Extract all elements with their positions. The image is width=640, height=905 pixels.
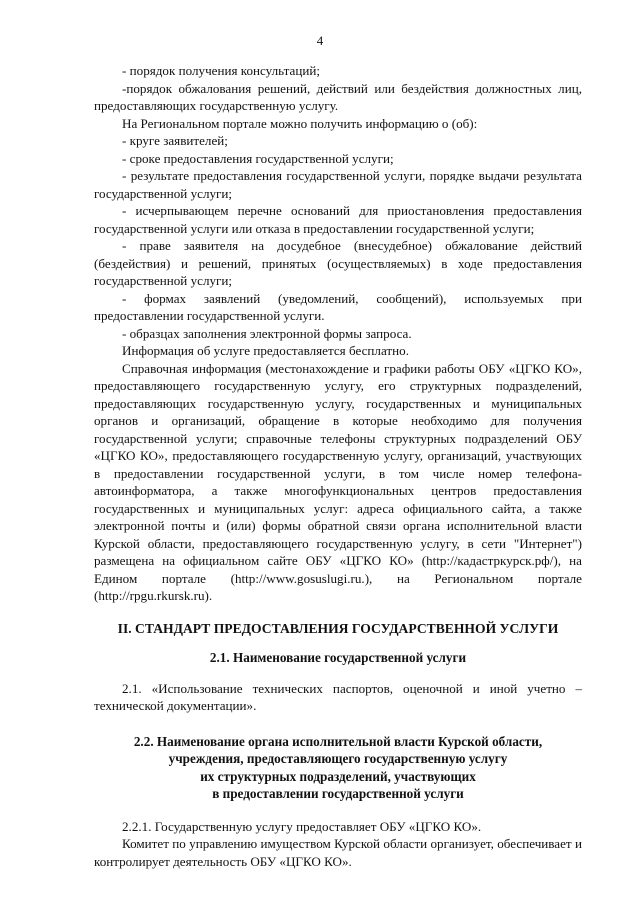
paragraph-applicants: - круге заявителей; <box>122 133 228 148</box>
paragraph-grounds-list: - исчерпывающем перечне оснований для приостановления предоставления государственной услуги или отказа в предоставлении государственной услуги; <box>94 203 582 236</box>
subsection-2-2-title-line: 2.2. Наименование органа исполнительной власти Курской области, <box>133 733 543 749</box>
paragraph-regional-portal-intro: На Региональном портале можно получить информацию о (об): <box>122 115 478 131</box>
paragraph-reference-info: Справочная информация (местонахождение и графики работы ОБУ «ЦГКО КО», предоставляющего государственную услугу, его структурных подразделений, предоставляющих государственную услугу, государственных и муниципальных органов и организаций, обращение в которые необходимо для получения государственной услуги; справочные телефоны структурных подразделений ОБУ «ЦГКО КО», предоставляющего государственную услугу, организаций, участвующих в предоставлении государственной услуги, в том числе номер телефона-автоинформатора, а также многофункциональных центров предоставления государственных и муниципальных услуг: адреса официального сайта, а также электронной почты и (или) формы обратной связи органа исполнительной власти Курской области, предоставляющего государственную услугу, в сети "Интернет") размещена на официальном сайте ОБУ «ЦГКО КО» (http://кадастркурск.рф/), на Едином портале (http://www.gosuslugi.ru.), на Региональном портале (http://rpgu.rkursk.ru). <box>94 360 582 603</box>
paragraph-free-of-charge: Информация об услуге предоставляется бесплатно. <box>122 343 409 358</box>
paragraph-samples: - образцах заполнения электронной формы запроса. <box>122 325 412 341</box>
subsection-2-1-title: 2.1. Наименование государственной услуги <box>209 650 467 665</box>
paragraph-consultations: - порядок получения консультаций; <box>122 63 320 78</box>
paragraph-pretrial-appeal: - праве заявителя на досудебное (внесудебное) обжалование действий (бездействия) и решений, принятых (осуществляемых) в ходе предоставления государственной услуги; <box>94 238 582 288</box>
subsection-2-2-title <box>94 733 582 803</box>
subsection-2-2-title-line: их структурных подразделений, участвующих <box>200 768 476 784</box>
paragraph-term: - сроке предоставления государственной услуги; <box>122 150 394 166</box>
paragraph-committee: Комитет по управлению имуществом Курской области организует, обеспечивает и контролирует деятельность ОБУ «ЦГКО КО». <box>94 836 582 869</box>
subsection-2-1-text: 2.1. «Использование технических паспортов, оценочной и иной учетно – технической документации». <box>94 680 582 713</box>
page-number: 4 <box>316 33 324 48</box>
paragraph-appeal-procedure: -порядок обжалования решений, действий или бездействия должностных лиц, предоставляющих государственную услугу. <box>94 80 582 113</box>
subsection-2-2-title-line: учреждения, предоставляющего государственную услугу <box>168 751 508 766</box>
paragraph-result: - результате предоставления государственной услуги, порядке выдачи результата государственной услуги; <box>94 168 582 201</box>
paragraph-forms: - формах заявлений (уведомлений, сообщений), используемых при предоставлении государственной услуги. <box>94 290 582 323</box>
document-body <box>94 62 582 870</box>
section-title: II. СТАНДАРТ ПРЕДОСТАВЛЕНИЯ ГОСУДАРСТВЕННОЙ УСЛУГИ <box>117 620 559 636</box>
paragraph-2-2-1: 2.2.1. Государственную услугу предоставляет ОБУ «ЦГКО КО». <box>122 818 482 834</box>
subsection-2-2-title-line: в предоставлении государственной услуги <box>212 786 464 801</box>
